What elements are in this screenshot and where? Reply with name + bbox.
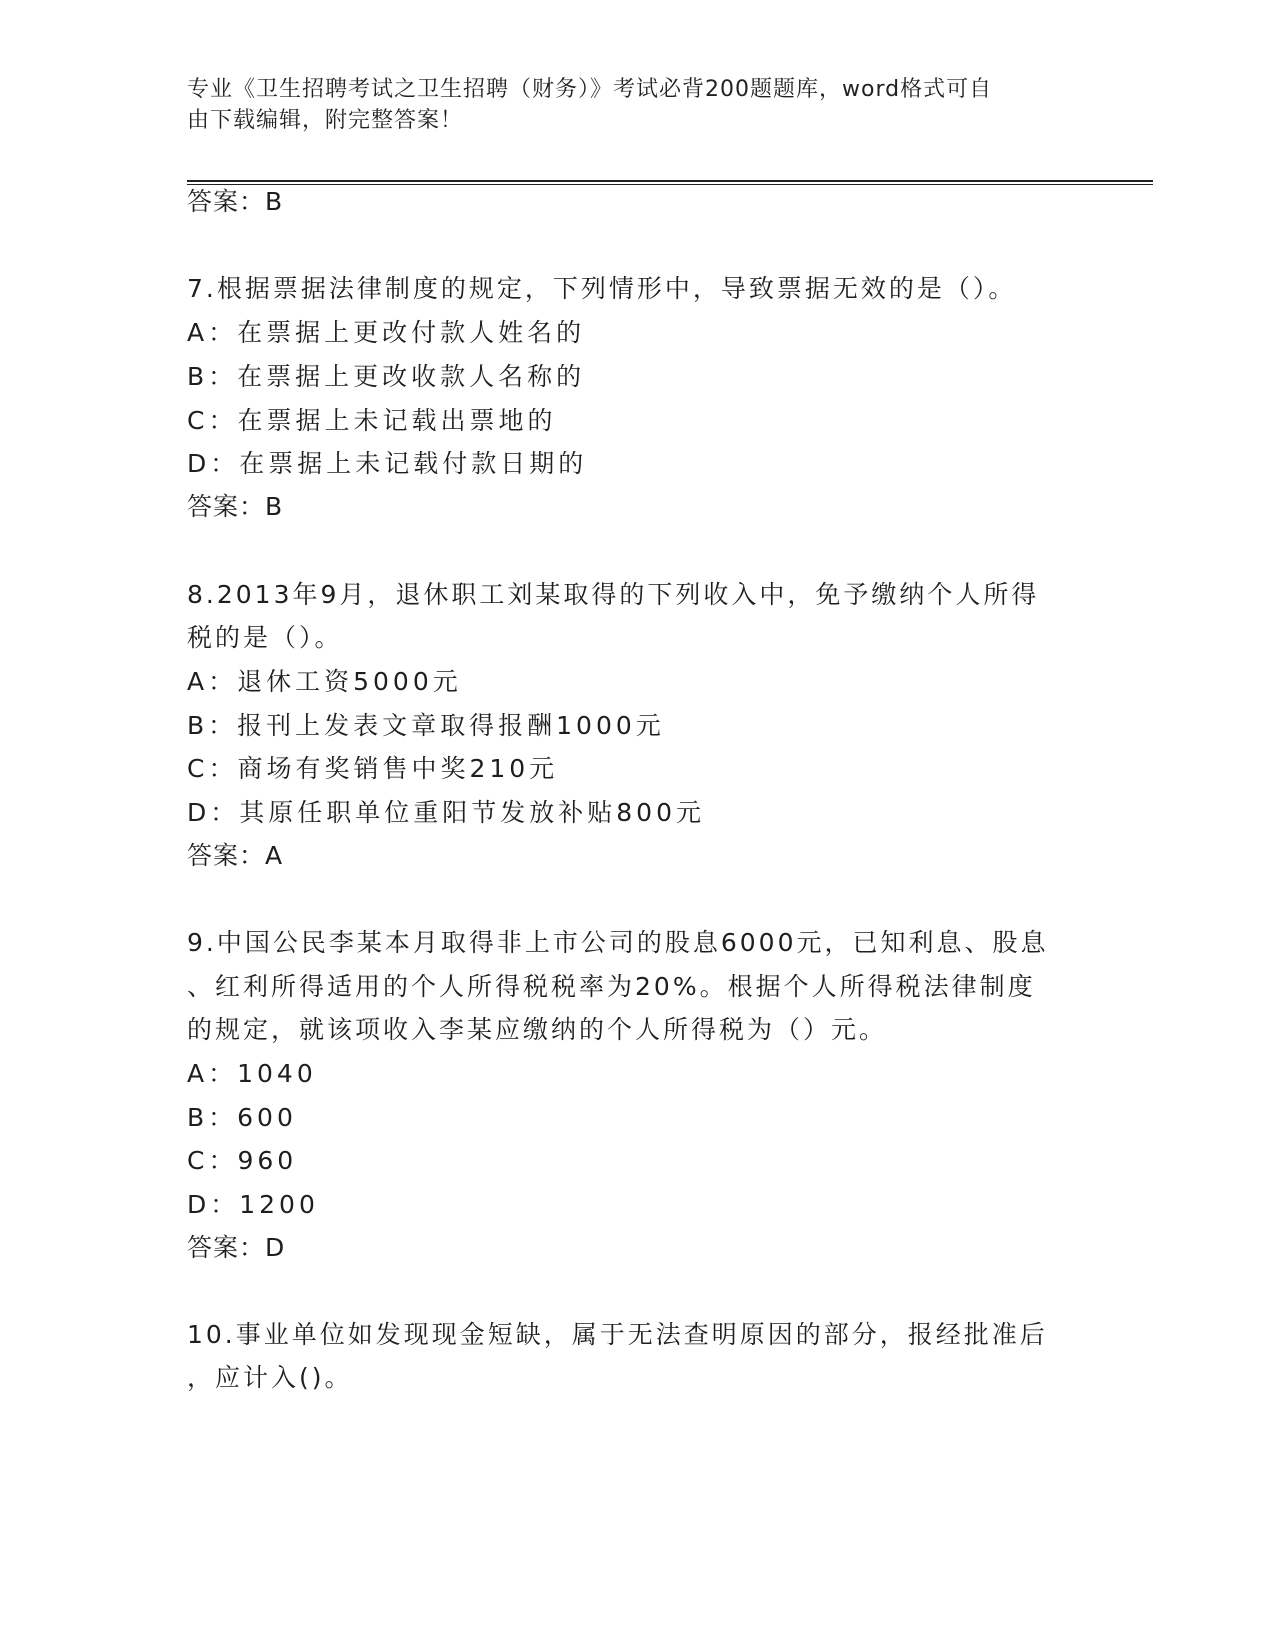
question-7-stem: 7.根据票据法律制度的规定，下列情形中，导致票据无效的是（）。 <box>187 274 1017 303</box>
question-9-option-c: C：960 <box>187 1146 298 1175</box>
question-8-answer: 答案：A <box>187 841 284 870</box>
question-9-stem-line-1: 9.中国公民李某本月取得非上市公司的股息6000元，已知利息、股息 <box>187 928 1049 957</box>
header-line-1: 专业《卫生招聘考试之卫生招聘（财务）》考试必背200题题库，word格式可自 <box>187 77 993 102</box>
previous-answer: 答案：B <box>187 187 284 216</box>
question-7-option-a: A：在票据上更改付款人姓名的 <box>187 318 586 347</box>
question-9-answer: 答案：D <box>187 1233 286 1262</box>
question-7-option-c: C：在票据上未记载出票地的 <box>187 406 557 435</box>
header-line-2: 由下载编辑，附完整答案！ <box>187 108 464 133</box>
question-9-option-d: D：1200 <box>187 1190 319 1219</box>
question-10-stem-line-1: 10.事业单位如发现现金短缺，属于无法查明原因的部分，报经批准后 <box>187 1320 1048 1349</box>
question-8-stem-line-1: 8.2013年9月，退休职工刘某取得的下列收入中，免予缴纳个人所得 <box>187 580 1040 609</box>
question-7-option-b: B：在票据上更改收款人名称的 <box>187 362 586 391</box>
question-9-option-a: A：1040 <box>187 1059 317 1088</box>
header-divider-thick <box>187 180 1153 182</box>
question-8-option-a: A：退休工资5000元 <box>187 667 462 696</box>
question-8-stem-line-2: 税的是（）。 <box>187 623 343 652</box>
document-header <box>187 74 1067 136</box>
question-8-option-b: B：报刊上发表文章取得报酬1000元 <box>187 711 665 740</box>
question-7-answer: 答案：B <box>187 492 284 521</box>
question-9-stem-line-3: 的规定，就该项收入李某应缴纳的个人所得税为（）元。 <box>187 1015 888 1044</box>
question-7-option-d: D：在票据上未记载付款日期的 <box>187 449 588 478</box>
header-divider-thin <box>187 184 1153 185</box>
question-10-stem-line-2: ，应计入()。 <box>187 1363 353 1392</box>
question-9-stem-line-2: 、红利所得适用的个人所得税税率为20%。根据个人所得税法律制度 <box>187 972 1036 1001</box>
question-8-option-c: C：商场有奖销售中奖210元 <box>187 754 559 783</box>
question-9-option-b: B：600 <box>187 1103 297 1132</box>
question-8-option-d: D：其原任职单位重阳节发放补贴800元 <box>187 798 705 827</box>
